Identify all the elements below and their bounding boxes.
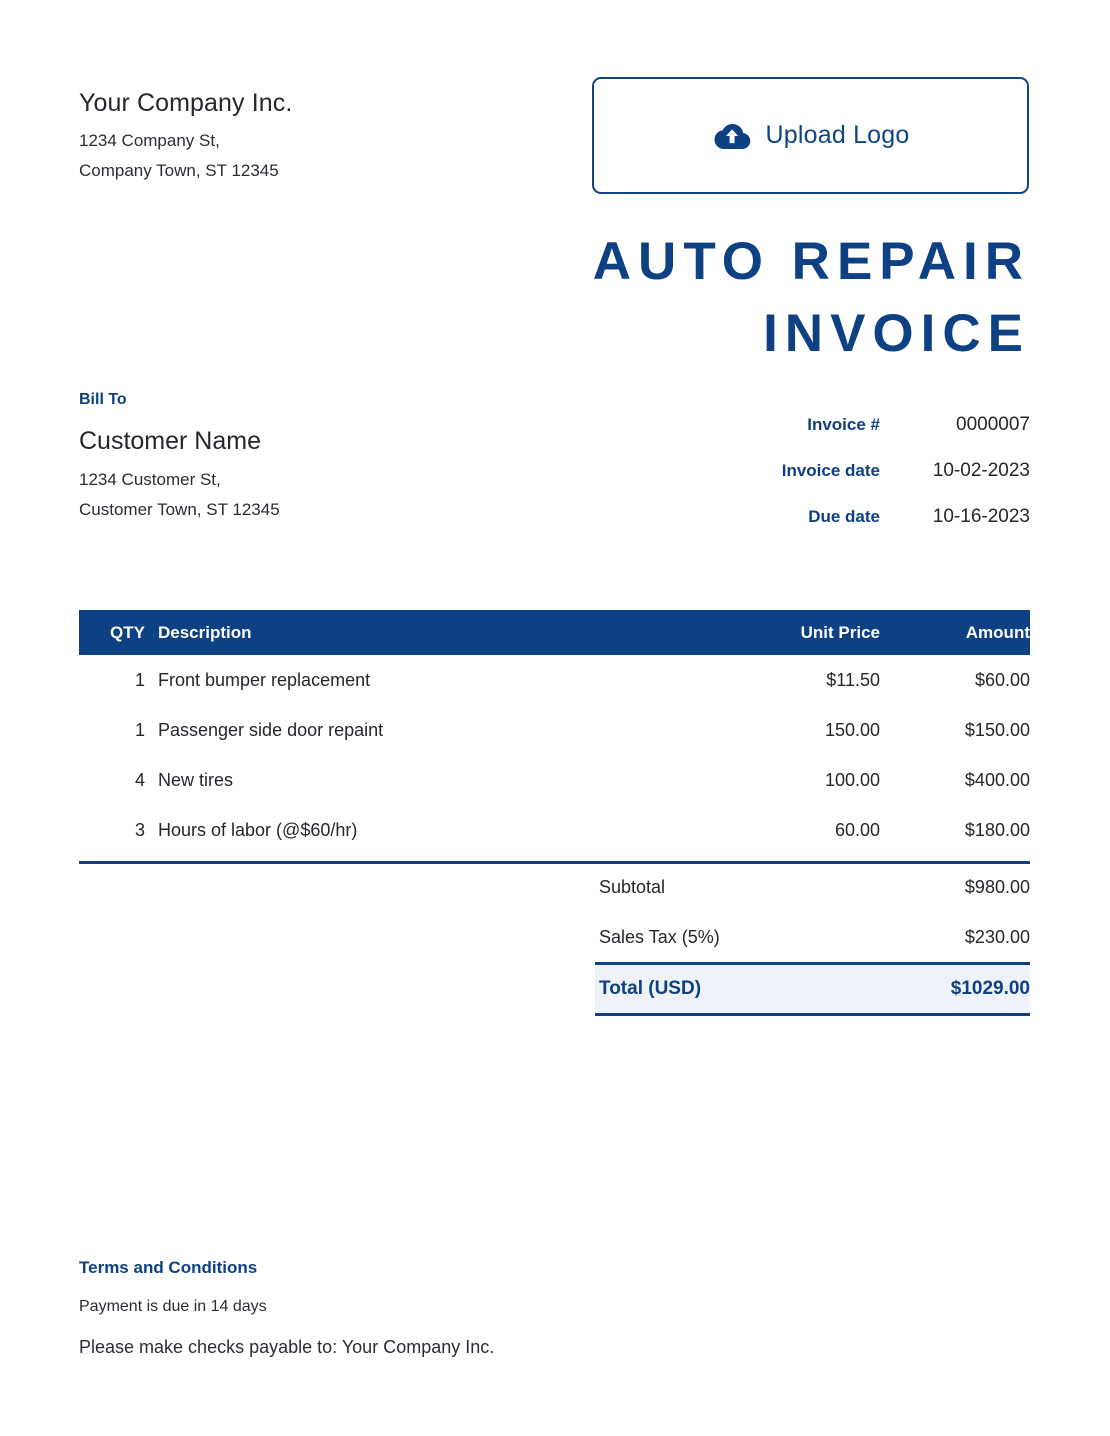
row-amount: $180.00 (964, 819, 1030, 840)
row-unit-price: $11.50 (826, 669, 880, 690)
subtotal-value: $980.00 (964, 876, 1030, 897)
upload-logo-label: Upload Logo (765, 121, 910, 149)
invoice-date-row (640, 460, 1030, 506)
bill-to-block (79, 388, 539, 525)
terms-line-1: Payment is due in 14 days (79, 1298, 267, 1315)
document-title (430, 226, 1030, 370)
customer-name: Customer Name (79, 427, 261, 455)
table-row (79, 805, 1030, 855)
invoice-number-label: Invoice # (807, 415, 880, 434)
table-header-qty: QTY (110, 622, 145, 642)
row-description: Front bumper replacement (158, 669, 371, 690)
table-row (79, 655, 1030, 705)
grand-total-label: Total (USD) (599, 978, 702, 999)
company-address-line-1: 1234 Company St, (79, 131, 220, 150)
table-header-unit-price: Unit Price (800, 622, 880, 642)
subtotal-label: Subtotal (599, 876, 666, 897)
row-unit-price: 100.00 (824, 769, 880, 790)
due-date-row (640, 506, 1030, 552)
invoice-number-row (640, 414, 1030, 460)
row-qty: 3 (134, 819, 145, 840)
row-amount: $60.00 (974, 669, 1030, 690)
invoice-date-value: 10-02-2023 (932, 460, 1030, 481)
subtotal-row (595, 862, 1030, 912)
table-header-amount: Amount (965, 622, 1030, 642)
company-name: Your Company Inc. (79, 89, 293, 117)
table-header-row (79, 610, 1030, 655)
company-address-line-2: Company Town, ST 12345 (79, 161, 279, 180)
row-unit-price: 60.00 (834, 819, 880, 840)
row-description: Hours of labor (@$60/hr) (158, 819, 358, 840)
row-description: Passenger side door repaint (158, 719, 384, 740)
cloud-upload-icon (712, 121, 752, 151)
sales-tax-row (595, 912, 1030, 962)
customer-address-line-2: Customer Town, ST 12345 (79, 500, 280, 519)
totals-block (595, 862, 1030, 1016)
row-unit-price: 150.00 (824, 719, 880, 740)
grand-total-value: $1029.00 (950, 978, 1030, 999)
upload-logo-button[interactable] (592, 77, 1029, 194)
terms-block (79, 1255, 779, 1361)
terms-title: Terms and Conditions (79, 1258, 258, 1277)
table-header-description: Description (158, 622, 252, 642)
line-items-table (79, 610, 1030, 864)
company-block (79, 86, 539, 186)
document-title-line-2: INVOICE (763, 304, 1030, 363)
customer-address-line-1: 1234 Customer St, (79, 470, 221, 489)
due-date-label: Due date (808, 507, 880, 526)
sales-tax-value: $230.00 (964, 926, 1030, 947)
due-date-value: 10-16-2023 (932, 506, 1030, 527)
row-amount: $400.00 (964, 769, 1030, 790)
table-row (79, 705, 1030, 755)
row-qty: 1 (134, 669, 145, 690)
invoice-date-label: Invoice date (781, 461, 880, 480)
document-title-line-1: AUTO REPAIR (592, 232, 1030, 291)
table-row (79, 755, 1030, 805)
row-qty: 4 (134, 769, 145, 790)
invoice-number-value: 0000007 (956, 414, 1030, 435)
row-qty: 1 (134, 719, 145, 740)
terms-line-2: Please make checks payable to: Your Company Inc. (79, 1337, 495, 1357)
sales-tax-label: Sales Tax (5%) (599, 926, 720, 947)
row-description: New tires (158, 769, 234, 790)
bill-to-label: Bill To (79, 391, 127, 408)
grand-total-row (595, 962, 1030, 1016)
invoice-meta (640, 414, 1030, 552)
row-amount: $150.00 (964, 719, 1030, 740)
